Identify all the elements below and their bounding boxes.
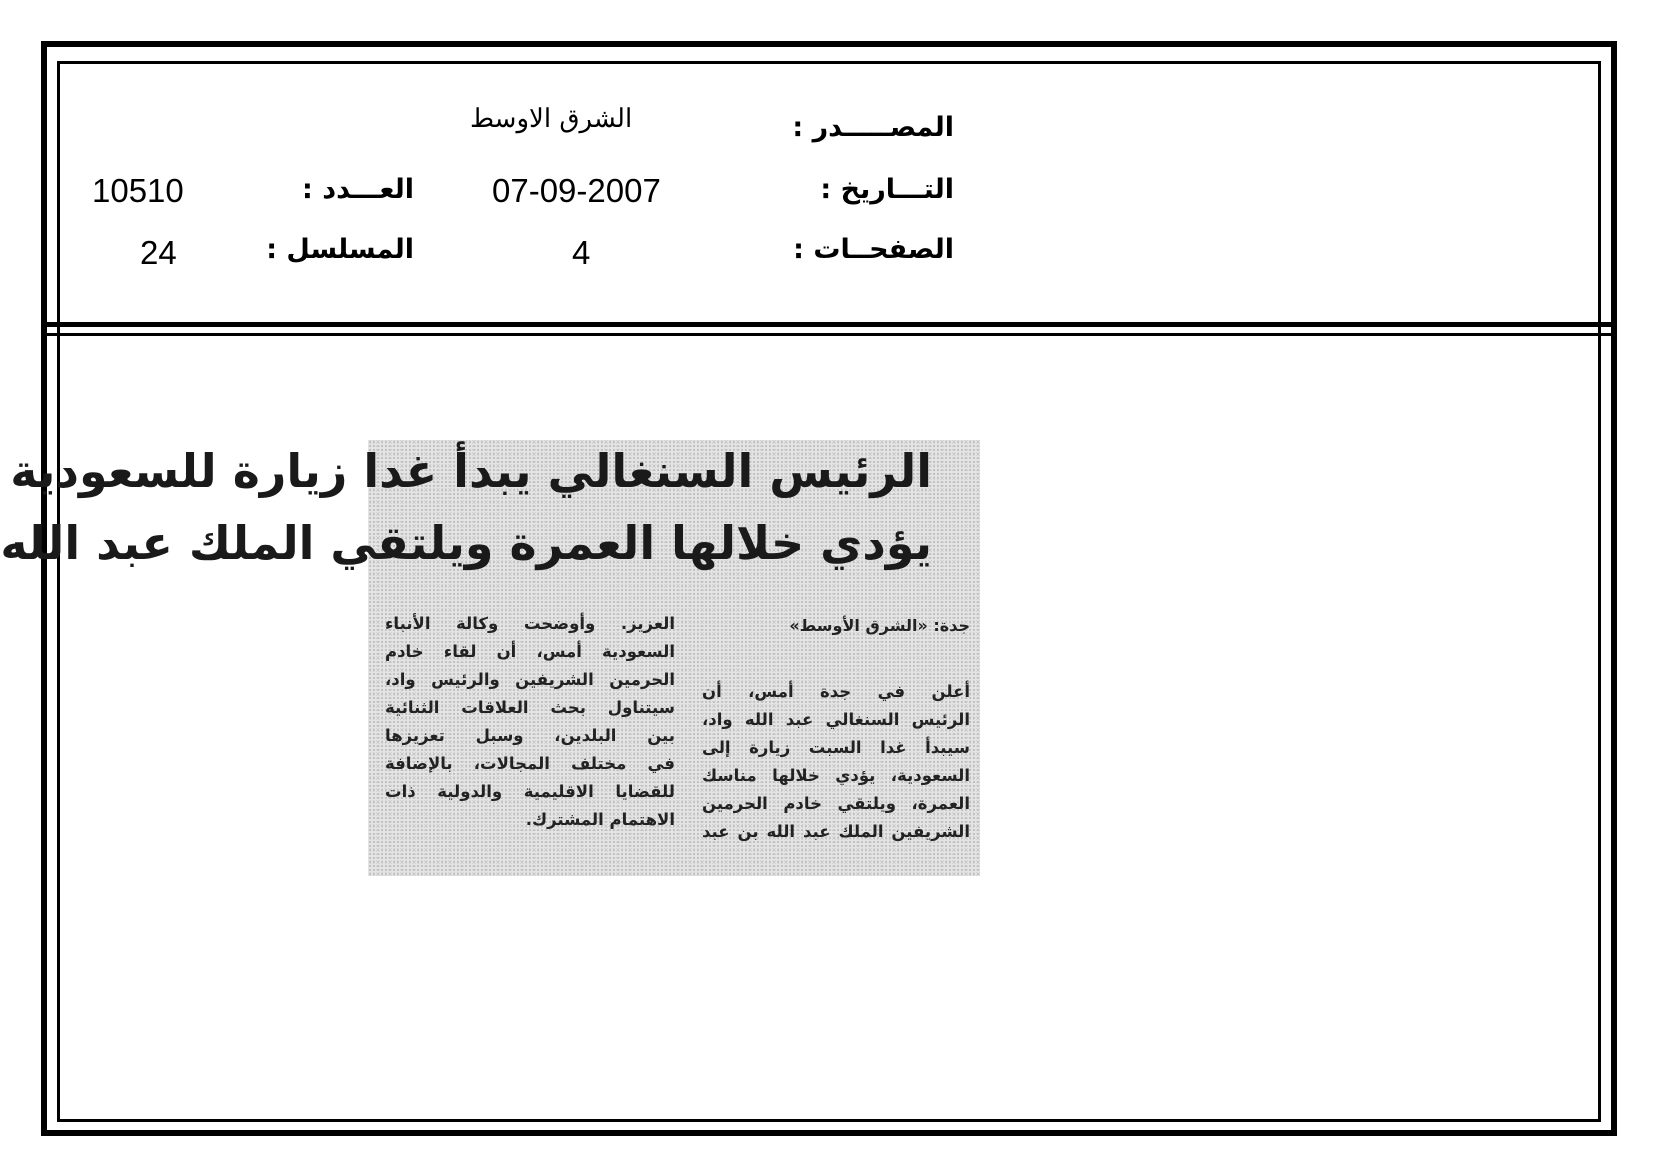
header-divider xyxy=(47,322,1611,327)
article-line: الرئيس السنغالي عبد الله واد، xyxy=(702,710,970,729)
header-divider-inner xyxy=(47,333,1611,336)
article-line: بين البلدين، وسبل تعزيزها xyxy=(385,726,675,745)
article-line: العزيز. وأوضحت وكالة الأنباء xyxy=(385,614,675,633)
article-line: سيبدأ غدا السبت زيارة إلى xyxy=(702,738,970,757)
article-line: العمرة، ويلتقي خادم الحرمين xyxy=(702,794,970,813)
newspaper-clipping xyxy=(0,440,980,876)
article-line: السعودية، يؤدي خلالها مناسك xyxy=(702,766,970,785)
date-label: التـــاريخ : xyxy=(820,174,954,205)
date-value: 07-09-2007 xyxy=(492,172,661,209)
article-line: الاهتمام المشترك. xyxy=(525,810,675,829)
article-line: الحرمين الشريفين والرئيس واد، xyxy=(385,670,675,689)
serial-value: 24 xyxy=(140,234,177,271)
article-line: للقضايا الاقليمية والدولية ذات xyxy=(385,782,675,801)
headline-line-1: الرئيس السنغالي يبدأ غدا زيارة للسعودية xyxy=(10,444,932,498)
pages-label: الصفحــات : xyxy=(793,234,954,265)
article-column-left xyxy=(385,610,675,834)
article-column-right xyxy=(702,678,970,846)
source-label: المصـــــدر : xyxy=(792,112,954,143)
article-line: أعلن في جدة أمس، أن xyxy=(702,682,970,701)
headline-line-2: يؤدي خلالها العمرة ويلتقي الملك عبد الله xyxy=(0,516,932,570)
serial-label: المسلسل : xyxy=(266,234,414,265)
article-line: الشريفين الملك عبد الله بن عبد xyxy=(702,822,970,841)
issue-label: العـــدد : xyxy=(302,174,414,205)
source-value: الشرق الاوسط xyxy=(470,104,633,134)
article-line: سيتناول بحث العلاقات الثنائية xyxy=(385,698,675,717)
article-line: السعودية أمس، أن لقاء خادم xyxy=(385,642,675,661)
byline: جدة: «الشرق الأوسط» xyxy=(789,616,970,635)
pages-value: 4 xyxy=(572,234,591,271)
article-line: في مختلف المجالات، بالإضافة xyxy=(385,754,675,773)
issue-value: 10510 xyxy=(92,172,184,209)
